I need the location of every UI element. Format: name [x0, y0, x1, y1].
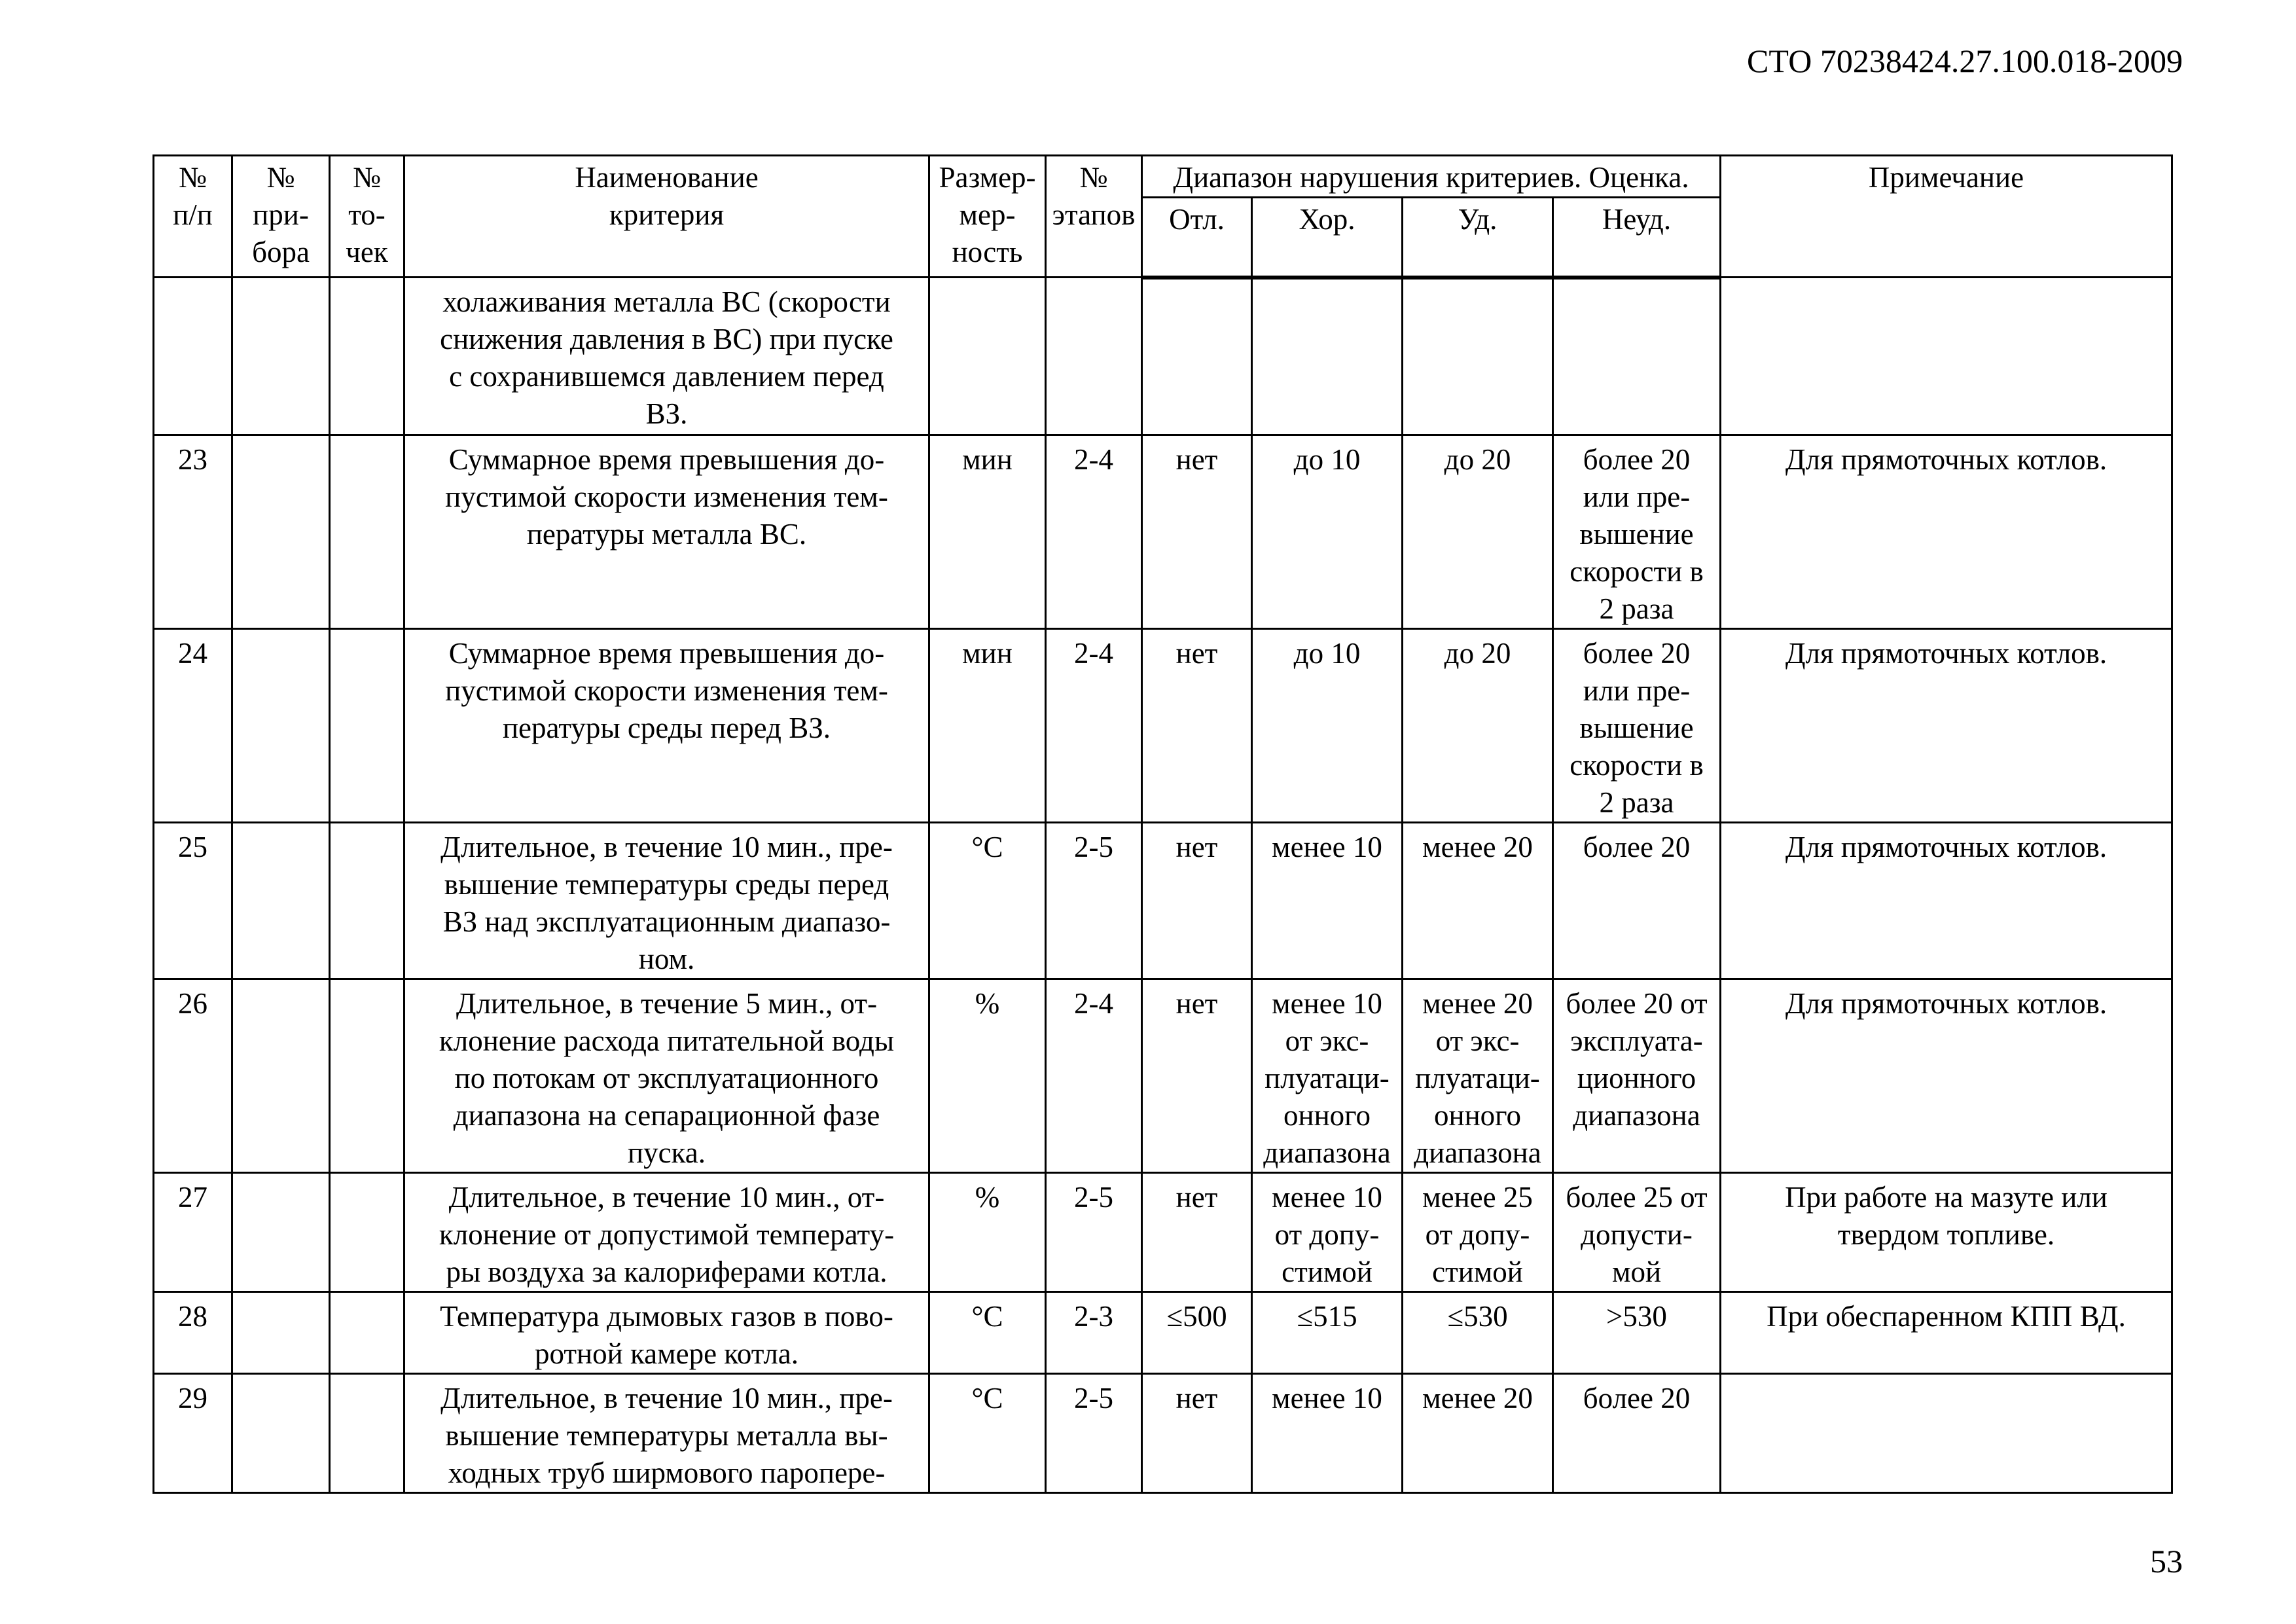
text-line: до 20 [1444, 443, 1511, 476]
table-row [154, 1374, 2172, 1493]
text-line: твердом топливе. [1837, 1218, 2055, 1251]
row-grade-good-cell [1252, 1374, 1403, 1493]
row-grade-satisfactory-cell [1403, 435, 1553, 629]
text-line: стимой [1282, 1255, 1372, 1288]
table-row [154, 629, 2172, 823]
row-number-cell: 28 [154, 1292, 232, 1374]
row-number-cell: 23 [154, 435, 232, 629]
text-line: нет [1175, 637, 1218, 670]
text-line: № [179, 161, 207, 194]
row-number-cell: 25 [154, 823, 232, 979]
header-note [1721, 156, 2172, 278]
text-line: ротной камере котла. [534, 1337, 799, 1370]
row-stages-cell: 2-4 [1046, 629, 1142, 823]
text-line: нет [1175, 1382, 1218, 1415]
row-note-cell [1721, 278, 2172, 435]
text-line: пуска. [628, 1136, 706, 1169]
row-grade-satisfactory-cell [1403, 629, 1553, 823]
header-grade-excellent: Отл. [1142, 198, 1252, 278]
row-grade-good-cell [1252, 278, 1403, 435]
text-line: мер- [959, 198, 1016, 231]
row-note-cell [1721, 435, 2172, 629]
text-line: 2 раза [1599, 592, 1674, 625]
text-line: Размер- [939, 161, 1036, 194]
header-points [330, 156, 404, 278]
row-unit-cell: °С [929, 1374, 1046, 1493]
header-grade-good: Хор. [1252, 198, 1403, 278]
text-line: № [266, 161, 295, 194]
row-stages-cell: 2-4 [1046, 979, 1142, 1173]
text-line: бора [252, 236, 310, 268]
row-grade-good-cell [1252, 979, 1403, 1173]
header-range-group [1142, 156, 1721, 198]
text-line: менее 20 [1422, 831, 1533, 863]
row-grade-poor-cell [1553, 1173, 1721, 1292]
text-line: диапазона [1263, 1136, 1391, 1169]
text-line: более 20 [1583, 831, 1691, 863]
row-device-cell [232, 1374, 330, 1493]
text-line: ры воздуха за калориферами котла. [446, 1255, 888, 1288]
table-row [154, 1173, 2172, 1292]
row-criterion-name-cell [404, 1374, 929, 1493]
text-line: Для прямоточных котлов. [1785, 637, 2108, 670]
row-number-cell: 27 [154, 1173, 232, 1292]
row-criterion-name-cell [404, 979, 929, 1173]
row-grade-poor-cell [1553, 1292, 1721, 1374]
text-line: при- [253, 198, 309, 231]
text-line: вышение температуры среды перед [444, 868, 889, 901]
text-line: ≤530 [1447, 1300, 1508, 1333]
row-unit-cell: °С [929, 823, 1046, 979]
row-points-cell [330, 278, 404, 435]
row-stages-cell: 2-5 [1046, 1173, 1142, 1292]
row-grade-good-cell [1252, 435, 1403, 629]
header-criterion-name [404, 156, 929, 278]
row-criterion-name-cell [404, 823, 929, 979]
table-row [154, 435, 2172, 629]
text-line: или пре- [1583, 480, 1691, 513]
table-row [154, 979, 2172, 1173]
text-line: ходных труб ширмового паропере- [448, 1456, 886, 1489]
table-header [154, 156, 2172, 278]
document-code: СТО 70238424.27.100.018-2009 [1747, 43, 2183, 79]
header-grade-poor: Неуд. [1553, 198, 1721, 278]
row-grade-good-cell [1252, 629, 1403, 823]
text-line: ≤515 [1297, 1300, 1357, 1333]
text-line: от экс- [1285, 1024, 1369, 1057]
row-note-cell [1721, 1374, 2172, 1493]
text-line: ном. [638, 943, 695, 975]
text-line: диапазона [1414, 1136, 1541, 1169]
row-stages-cell: 2-5 [1046, 1374, 1142, 1493]
text-line: плуатаци- [1415, 1062, 1540, 1094]
text-line: № [353, 161, 381, 194]
row-note-cell [1721, 979, 2172, 1173]
text-line: клонение от допустимой температу- [439, 1218, 895, 1251]
row-stages-cell: 2-5 [1046, 823, 1142, 979]
row-grade-satisfactory-cell [1403, 278, 1553, 435]
row-grade-satisfactory-cell [1403, 979, 1553, 1173]
text-line: нет [1175, 1181, 1218, 1214]
row-grade-satisfactory-cell [1403, 823, 1553, 979]
row-device-cell [232, 823, 330, 979]
text-line: более 20 [1583, 1382, 1691, 1415]
text-line: № [1079, 161, 1108, 194]
text-line: пературы металла ВС. [526, 518, 807, 550]
text-line: Длительное, в течение 5 мин., от- [456, 987, 878, 1020]
text-line: от экс- [1435, 1024, 1520, 1057]
text-line: Длительное, в течение 10 мин., пре- [440, 831, 893, 863]
row-criterion-name-cell [404, 278, 929, 435]
text-line: скорости в [1570, 555, 1704, 588]
text-line: Для прямоточных котлов. [1785, 443, 2108, 476]
row-points-cell [330, 1292, 404, 1374]
text-line: снижения давления в ВС) при пуске [440, 323, 893, 355]
row-points-cell [330, 823, 404, 979]
text-line: пустимой скорости изменения тем- [445, 674, 888, 707]
text-line: ционного [1577, 1062, 1696, 1094]
text-line: мой [1611, 1255, 1662, 1288]
row-number-cell [154, 278, 232, 435]
text-line: по потокам от эксплуатационного [454, 1062, 879, 1094]
row-unit-cell: % [929, 979, 1046, 1173]
text-line: плуатаци- [1265, 1062, 1390, 1094]
text-line: до 10 [1293, 637, 1361, 670]
text-line: ность [952, 236, 1023, 268]
text-line: При работе на мазуте или [1785, 1181, 2108, 1214]
row-number-cell: 29 [154, 1374, 232, 1493]
row-grade-good-cell [1252, 1173, 1403, 1292]
text-line: с сохранившемся давлением перед [449, 360, 884, 393]
row-device-cell [232, 629, 330, 823]
text-line: до 20 [1444, 637, 1511, 670]
row-unit-cell: мин [929, 435, 1046, 629]
row-criterion-name-cell [404, 435, 929, 629]
text-line: менее 20 [1422, 987, 1533, 1020]
text-line: менее 20 [1422, 1382, 1533, 1415]
text-line: пературы среды перед ВЗ. [502, 712, 831, 744]
text-line: диапазона на сепарационной фазе [453, 1099, 880, 1132]
text-line: менее 10 [1272, 831, 1382, 863]
header-num [154, 156, 232, 278]
row-grade-excellent-cell [1142, 1292, 1252, 1374]
row-points-cell [330, 1173, 404, 1292]
row-device-cell [232, 1173, 330, 1292]
text-line: Для прямоточных котлов. [1785, 831, 2108, 863]
text-line: критерия [609, 198, 725, 231]
row-number-cell: 26 [154, 979, 232, 1173]
text-line: менее 10 [1272, 987, 1382, 1020]
row-unit-cell [929, 278, 1046, 435]
text-line: более 20 [1583, 443, 1691, 476]
text-line: допусти- [1581, 1218, 1693, 1251]
row-grade-poor-cell [1553, 435, 1721, 629]
text-line: нет [1175, 443, 1218, 476]
text-line: диапазона [1573, 1099, 1700, 1132]
row-points-cell [330, 1374, 404, 1493]
text-line: холаживания металла ВС (скорости [442, 285, 891, 318]
row-criterion-name-cell [404, 1292, 929, 1374]
table-body [154, 278, 2172, 1493]
text-line: клонение расхода питательной воды [439, 1024, 895, 1057]
row-grade-excellent-cell [1142, 629, 1252, 823]
row-device-cell [232, 1292, 330, 1374]
row-grade-excellent-cell [1142, 278, 1252, 435]
row-criterion-name-cell [404, 629, 929, 823]
text-line: онного [1433, 1099, 1521, 1132]
text-line: ВЗ. [645, 397, 688, 430]
row-grade-good-cell [1252, 1292, 1403, 1374]
text-line: от допу- [1274, 1218, 1380, 1251]
criteria-table [152, 154, 2173, 1494]
text-line: более 25 от [1566, 1181, 1708, 1214]
text-line: менее 10 [1272, 1382, 1382, 1415]
header-stages [1046, 156, 1142, 278]
text-line: Длительное, в течение 10 мин., пре- [440, 1382, 893, 1415]
header-grade-satisfactory: Уд. [1403, 198, 1553, 278]
text-line: пустимой скорости изменения тем- [445, 480, 888, 513]
text-line: При обеспаренном КПП ВД. [1767, 1300, 2126, 1333]
text-line: от допу- [1425, 1218, 1530, 1251]
text-line: до 10 [1293, 443, 1361, 476]
row-note-cell [1721, 1292, 2172, 1374]
row-grade-poor-cell [1553, 629, 1721, 823]
text-line: нет [1175, 987, 1218, 1020]
row-criterion-name-cell [404, 1173, 929, 1292]
table-row [154, 278, 2172, 435]
text-line: более 20 [1583, 637, 1691, 670]
text-line: Суммарное время превышения до- [448, 637, 885, 670]
text-line: Наименование [575, 161, 759, 194]
text-line: стимой [1432, 1255, 1523, 1288]
text-line: скорости в [1570, 749, 1704, 782]
text-line: эксплуата- [1570, 1024, 1703, 1057]
row-device-cell [232, 278, 330, 435]
text-line: чек [346, 236, 388, 268]
page-number: 53 [2150, 1543, 2183, 1579]
row-note-cell [1721, 823, 2172, 979]
text-line: или пре- [1583, 674, 1691, 707]
row-grade-excellent-cell [1142, 435, 1252, 629]
text-line: ВЗ над эксплуатационным диапазо- [442, 905, 891, 938]
text-line: менее 10 [1272, 1181, 1382, 1214]
text-line: Для прямоточных котлов. [1785, 987, 2108, 1020]
row-stages-cell: 2-4 [1046, 435, 1142, 629]
row-grade-excellent-cell [1142, 1173, 1252, 1292]
text-line: Длительное, в течение 10 мин., от- [448, 1181, 885, 1214]
text-line: то- [348, 198, 386, 231]
header-device [232, 156, 330, 278]
row-points-cell [330, 435, 404, 629]
row-grade-satisfactory-cell [1403, 1173, 1553, 1292]
text-line: вышение [1579, 518, 1694, 550]
row-grade-excellent-cell [1142, 823, 1252, 979]
row-unit-cell: мин [929, 629, 1046, 823]
row-unit-cell: °С [929, 1292, 1046, 1374]
text-line: Температура дымовых газов в пово- [440, 1300, 893, 1333]
row-number-cell: 24 [154, 629, 232, 823]
row-note-cell [1721, 1173, 2172, 1292]
row-note-cell [1721, 629, 2172, 823]
text-line: вышение [1579, 712, 1694, 744]
text-line: вышение температуры металла вы- [445, 1419, 888, 1452]
row-points-cell [330, 979, 404, 1173]
row-stages-cell [1046, 278, 1142, 435]
row-stages-cell: 2-3 [1046, 1292, 1142, 1374]
text-line: ≤500 [1166, 1300, 1227, 1333]
table-row [154, 823, 2172, 979]
row-grade-satisfactory-cell [1403, 1292, 1553, 1374]
text-line: этапов [1052, 198, 1136, 231]
row-grade-excellent-cell [1142, 1374, 1252, 1493]
text-line: Суммарное время превышения до- [448, 443, 885, 476]
row-grade-satisfactory-cell [1403, 1374, 1553, 1493]
text-line: более 20 от [1566, 987, 1708, 1020]
row-grade-good-cell [1252, 823, 1403, 979]
row-points-cell [330, 629, 404, 823]
row-grade-poor-cell [1553, 979, 1721, 1173]
row-unit-cell: % [929, 1173, 1046, 1292]
row-device-cell [232, 979, 330, 1173]
header-range-group-label: Диапазон нарушения критериев. Оценка. [1173, 161, 1689, 194]
text-line: п/п [173, 198, 213, 231]
text-line: >530 [1606, 1300, 1667, 1333]
row-grade-poor-cell [1553, 823, 1721, 979]
header-unit [929, 156, 1046, 278]
row-grade-poor-cell [1553, 278, 1721, 435]
header-note-label: Примечание [1868, 161, 2024, 194]
row-grade-poor-cell [1553, 1374, 1721, 1493]
row-grade-excellent-cell [1142, 979, 1252, 1173]
text-line: нет [1175, 831, 1218, 863]
text-line: 2 раза [1599, 786, 1674, 819]
table-row [154, 1292, 2172, 1374]
text-line: онного [1283, 1099, 1371, 1132]
row-device-cell [232, 435, 330, 629]
text-line: менее 25 [1422, 1181, 1533, 1214]
